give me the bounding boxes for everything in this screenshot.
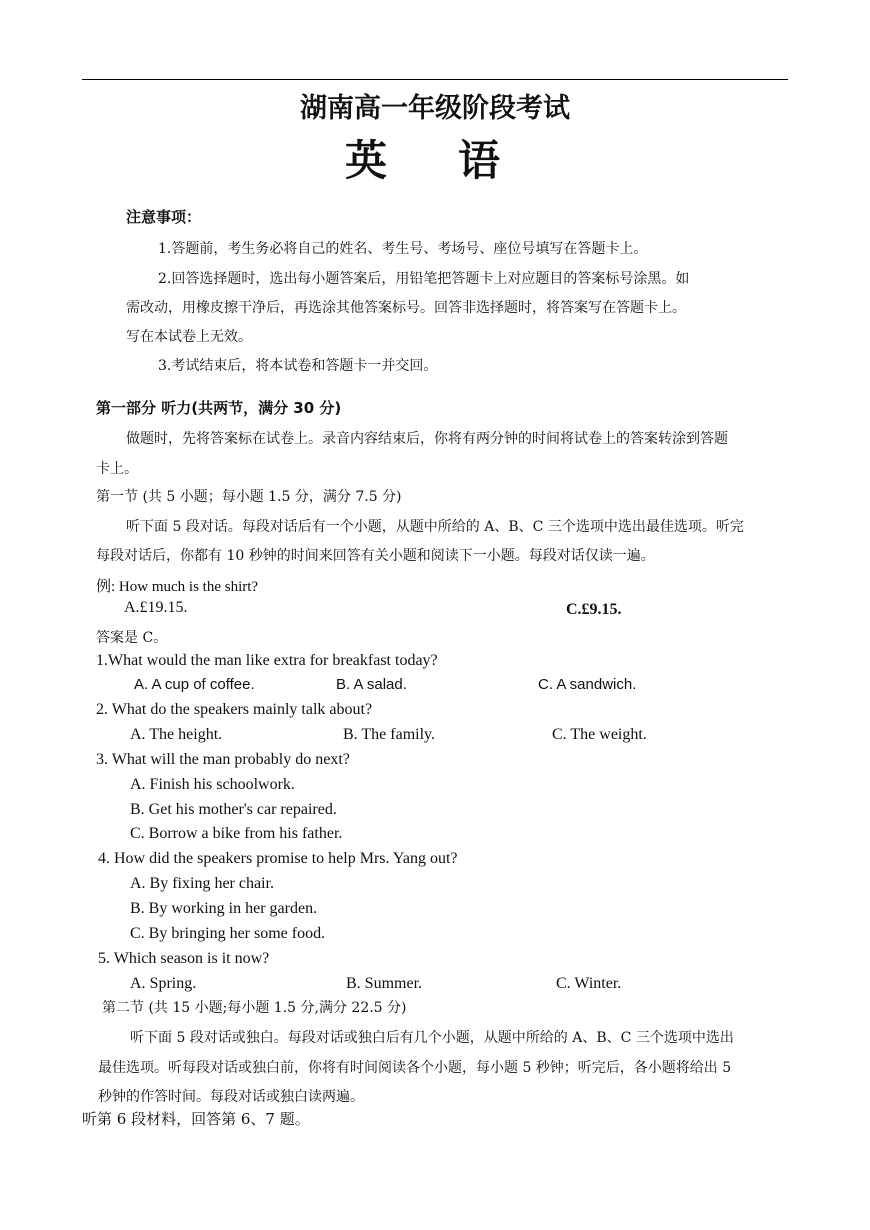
- section2-heading: 第二节 (共 15 小题;每小题 1.5 分,满分 22.5 分): [102, 1000, 407, 1016]
- part1-intro-line-1: 做题时，先将答案标在试卷上。录音内容结束后，你将有两分钟的时间将试卷上的答案转涂到答题: [126, 431, 728, 447]
- question-2-option-c: C. The weight.: [552, 726, 647, 743]
- question-1-option-c: C. A sandwich.: [538, 676, 637, 693]
- question-3-option-a: A. Finish his schoolwork.: [130, 776, 295, 793]
- question-3-option-b: B. Get his mother's car repaired.: [130, 801, 337, 818]
- notice-item-2-line-3: 写在本试卷上无效。: [126, 329, 252, 345]
- question-5-option-c: C. Winter.: [556, 975, 622, 992]
- question-4: 4. How did the speakers promise to help Mrs. Yang out?: [98, 850, 458, 867]
- section2-intro-line-1: 听下面 5 段对话或独白。每段对话或独白后有几个小题，从题中所给的 A、B、C 三个选项中选出: [130, 1030, 734, 1046]
- section2-intro-line-3: 秒钟的作答时间。每段对话或独白读两遍。: [98, 1089, 364, 1105]
- top-rule: [82, 79, 788, 80]
- question-1-option-a: A. A cup of coffee.: [134, 676, 255, 693]
- notice-item-3: 3.考试结束后，将本试卷和答题卡一并交回。: [158, 358, 438, 374]
- question-2-option-a: A. The height.: [130, 726, 223, 743]
- notice-heading: 注意事项：: [126, 208, 202, 226]
- example-question: 例: How much is the shirt?: [96, 579, 259, 595]
- section1-intro-line-1: 听下面 5 段对话。每段对话后有一个小题，从题中所给的 A、B、C 三个选项中选出最佳选项。听完: [126, 519, 744, 535]
- subject-char-2: 语: [458, 136, 501, 185]
- question-4-option-a: A. By fixing her chair.: [130, 875, 274, 892]
- example-answer: 答案是 C。: [96, 630, 168, 646]
- part1-heading: 第一部分 听力(共两节，满分 30 分): [96, 399, 342, 417]
- section1-intro-line-2: 每段对话后，你都有 10 秒钟的时间来回答有关小题和阅读下一小题。每段对话仅读一遍。: [96, 548, 655, 564]
- notice-item-2-line-1: 2.回答选择题时，选出每小题答案后，用铅笔把答题卡上对应题目的答案标号涂黑。如: [158, 271, 690, 287]
- question-1-option-b: B. A salad.: [336, 676, 407, 693]
- material-6-instruction: 听第 6 段材料，回答第 6、7 题。: [82, 1110, 310, 1128]
- section2-intro-line-2: 最佳选项。听每段对话或独白前，你将有时间阅读各个小题，每小题 5 秒钟；听完后，各小题将给出 5: [98, 1060, 732, 1076]
- question-2-option-b: B. The family.: [343, 726, 435, 743]
- question-2: 2. What do the speakers mainly talk about?: [96, 701, 373, 718]
- question-3-option-c: C. Borrow a bike from his father.: [130, 825, 343, 842]
- question-5: 5. Which season is it now?: [98, 950, 270, 967]
- question-4-option-c: C. By bringing her some food.: [130, 925, 326, 942]
- subject-char-1: 英: [345, 136, 388, 185]
- notice-item-2-line-2: 需改动，用橡皮擦干净后，再选涂其他答案标号。回答非选择题时，将答案写在答题卡上。: [126, 300, 686, 316]
- part1-intro-line-2: 卡上。: [96, 461, 138, 477]
- question-5-option-b: B. Summer.: [346, 975, 423, 992]
- question-1: 1.What would the man like extra for breakfast today?: [96, 652, 438, 669]
- notice-item-1: 1.答题前，考生务必将自己的姓名、考生号、考场号、座位号填写在答题卡上。: [158, 241, 648, 257]
- question-4-option-b: B. By working in her garden.: [130, 900, 318, 917]
- example-option-a: A.£19.15.: [124, 599, 188, 616]
- question-5-option-a: A. Spring.: [130, 975, 197, 992]
- section1-heading: 第一节 (共 5 小题；每小题 1.5 分，满分 7.5 分): [96, 489, 402, 505]
- page-title: 湖南高一年级阶段考试: [300, 93, 570, 124]
- question-3: 3. What will the man probably do next?: [96, 751, 350, 768]
- example-option-c: C.£9.15.: [566, 601, 622, 618]
